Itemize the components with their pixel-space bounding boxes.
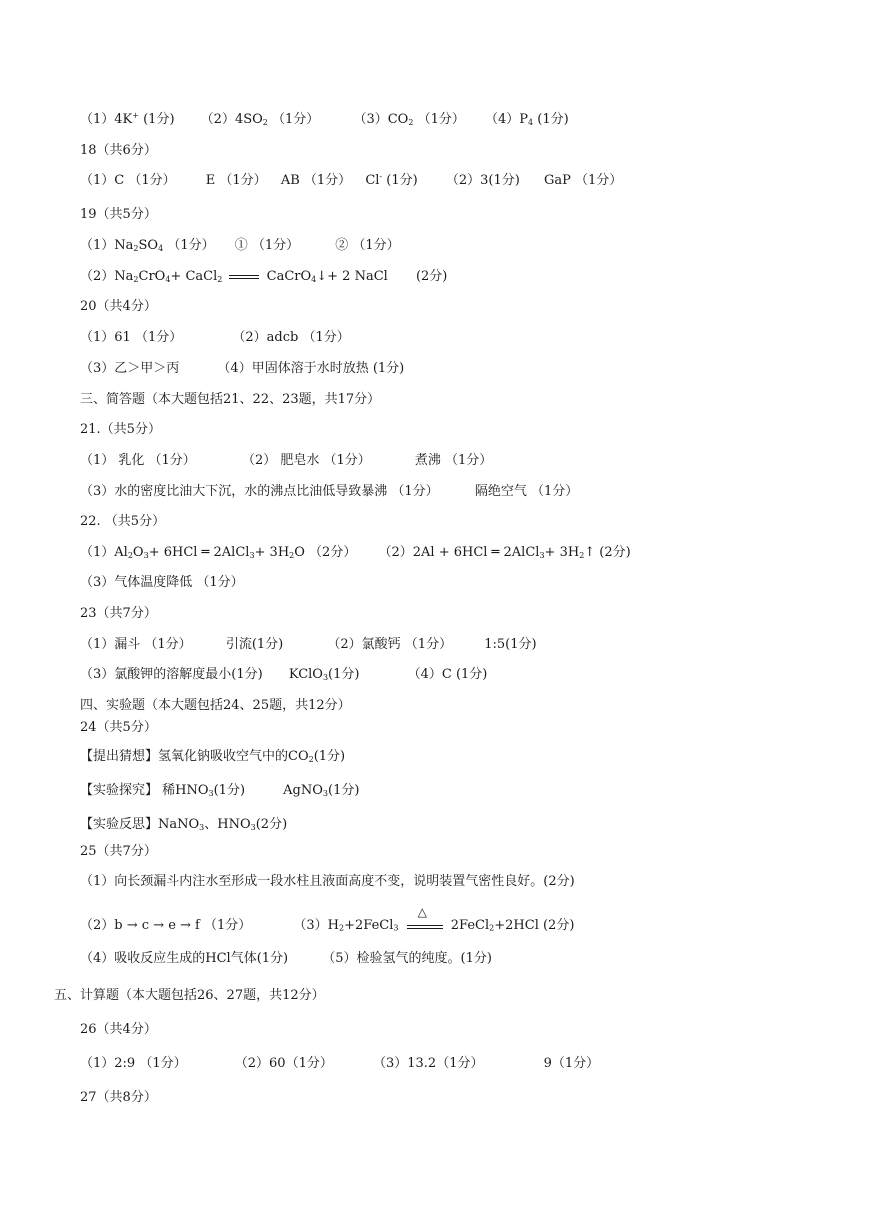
q22-answer-3: （3）气体温度降低 （1分）	[80, 575, 244, 590]
q20-answer-1: （1）61 （1分）	[80, 330, 183, 345]
q23-answer-6: KClO$_3$(1分)	[288, 667, 360, 682]
q18-answer-3: AB （1分）	[280, 173, 352, 188]
q21-answer-5: 隔绝空气 （1分）	[474, 484, 579, 499]
q21-title: 21.（共5分）	[80, 422, 161, 437]
q25-answer-3: $(3)H_2+2FeCl_3$ △ 2FeCl$_2$+2HCl (2分)	[293, 905, 575, 933]
q18-answer-1: （1）C （1分）	[80, 173, 176, 188]
section-3-heading: 三、简答题（本大题包括21、22、23题，共17分）	[80, 392, 381, 407]
q20-answers-1	[80, 329, 350, 347]
q17-answer-4: $(4)P_4$ (1分)	[484, 112, 569, 127]
q25-answer-5: （5）检验氢气的纯度。(1分)	[322, 951, 492, 966]
q26-answer-4: 9（1分）	[543, 1056, 600, 1071]
q18-answer-5: （2）3(1分)	[445, 173, 520, 188]
q23-answers-1	[80, 636, 537, 654]
q23-answer-1: （1）漏斗 （1分）	[80, 637, 192, 652]
q22-equation-2: （2）2Al + 6HCl ═ 2AlCl$_3$+ $3H_2↑$ (2分)	[378, 545, 631, 560]
q25-answer-4: （4）吸收反应生成的HCl气体(1分)	[80, 951, 289, 966]
q20-answer-2: （2）adcb （1分）	[232, 330, 350, 345]
q23-title: 23（共7分）	[80, 606, 157, 621]
q21-answer-2: （2） 肥皂水 （1分）	[241, 453, 371, 468]
q24-hypothesis: 【提出猜想】氢氧化钠吸收空气中的$CO_2(1$分)	[80, 749, 346, 764]
q19-equation-score: (2分)	[415, 269, 448, 284]
equals-sign-icon	[229, 275, 259, 279]
q21-answer-1: （1） 乳化 （1分）	[80, 453, 196, 468]
q21-answers-1	[80, 452, 492, 470]
q21-answer-3: 煮沸 （1分）	[414, 453, 493, 468]
q18-answers	[80, 172, 622, 190]
section-4-heading: 四、实验题（本大题包括24、25题，共12分）	[80, 698, 351, 713]
q19-answers-1	[80, 237, 400, 255]
q24-reflection: 【实验反思】NaNO$_3$、$HNO_3(2$分)	[80, 817, 288, 832]
q17-answer-3: $(3)CO_2$ （1分）	[353, 112, 465, 127]
q26-answer-1: （1）2:9 （1分）	[80, 1056, 187, 1071]
q18-answer-6: GaP （1分）	[543, 173, 623, 188]
q26-answers	[80, 1055, 599, 1073]
q20-answers-2	[80, 360, 404, 378]
q25-answer-1: （1）向长颈漏斗内注水至形成一段水柱且液面高度不变，说明装置气密性良好。(2分)	[80, 874, 575, 889]
q19-title: 19（共5分）	[80, 207, 157, 222]
q20-answer-3: （3）乙＞甲＞丙	[80, 361, 180, 376]
q17-answer-1: （1）4K+ (1分)	[80, 111, 175, 127]
q23-answer-7: （4）C (1分)	[407, 667, 488, 682]
q19-answer-1: $(1)Na_2SO_4$ （1分）	[80, 238, 215, 253]
q22-equations	[80, 544, 631, 562]
q18-title: 18（共6分）	[80, 143, 157, 158]
q17-answers	[80, 111, 569, 129]
q17-answer-2: $(2)4SO_2$ （1分）	[200, 112, 320, 127]
q24-title: 24（共5分）	[80, 720, 157, 735]
q23-answer-5: （3）氯酸钾的溶解度最小(1分)	[80, 667, 263, 682]
q19-answer-2: ① （1分）	[234, 238, 300, 253]
q22-equation-1: $(1)Al_2O_3+ 6HCl$ ═ 2AlCl$_3$+ $3H_2O$ （2分）	[80, 545, 357, 560]
q26-answer-3: （3）13.2（1分）	[372, 1056, 484, 1071]
q21-answers-2	[80, 483, 578, 501]
heating-equals-sign-icon: △	[407, 916, 443, 934]
q18-answer-4: Cl- (1分)	[365, 172, 418, 188]
q18-answer-2: E （1分）	[205, 173, 267, 188]
q26-answer-2: （2）60（1分）	[234, 1056, 333, 1071]
q19-answer-3: ② （1分）	[335, 238, 400, 253]
q27-title: 27（共8分）	[80, 1090, 157, 1105]
q25-answers-2	[80, 905, 575, 935]
q23-answer-3: （2）氯酸钙 （1分）	[327, 637, 453, 652]
q21-answer-4: （3）水的密度比油大下沉，水的沸点比油低导致暴沸 （1分）	[80, 484, 439, 499]
q20-answer-4: （4）甲固体溶于水时放热 (1分)	[217, 361, 405, 376]
q22-title: 22. （共5分）	[80, 514, 166, 529]
q25-answer-2: （2）b → c → e → f （1分）	[80, 917, 252, 933]
q23-answer-4: 1:5(1分)	[484, 637, 537, 652]
q24-experiment: 【实验探究】 稀$HNO_3(1$分) AgNO$_3$(1分)	[80, 783, 360, 798]
q23-answer-2: 引流(1分)	[225, 637, 284, 652]
q23-answers-2	[80, 666, 487, 684]
q20-title: 20（共4分）	[80, 299, 157, 314]
q26-title: 26（共4分）	[80, 1022, 157, 1037]
q25-title: 25（共7分）	[80, 844, 157, 859]
q19-equation: $(2)Na_2CrO_4+$ CaCl$_2$ CaCrO$_4$↓+ 2 NaCl (2分)	[80, 269, 448, 284]
q25-answers-3	[80, 950, 492, 968]
section-5-heading: 五、计算题（本大题包括26、27题，共12分）	[54, 988, 325, 1003]
